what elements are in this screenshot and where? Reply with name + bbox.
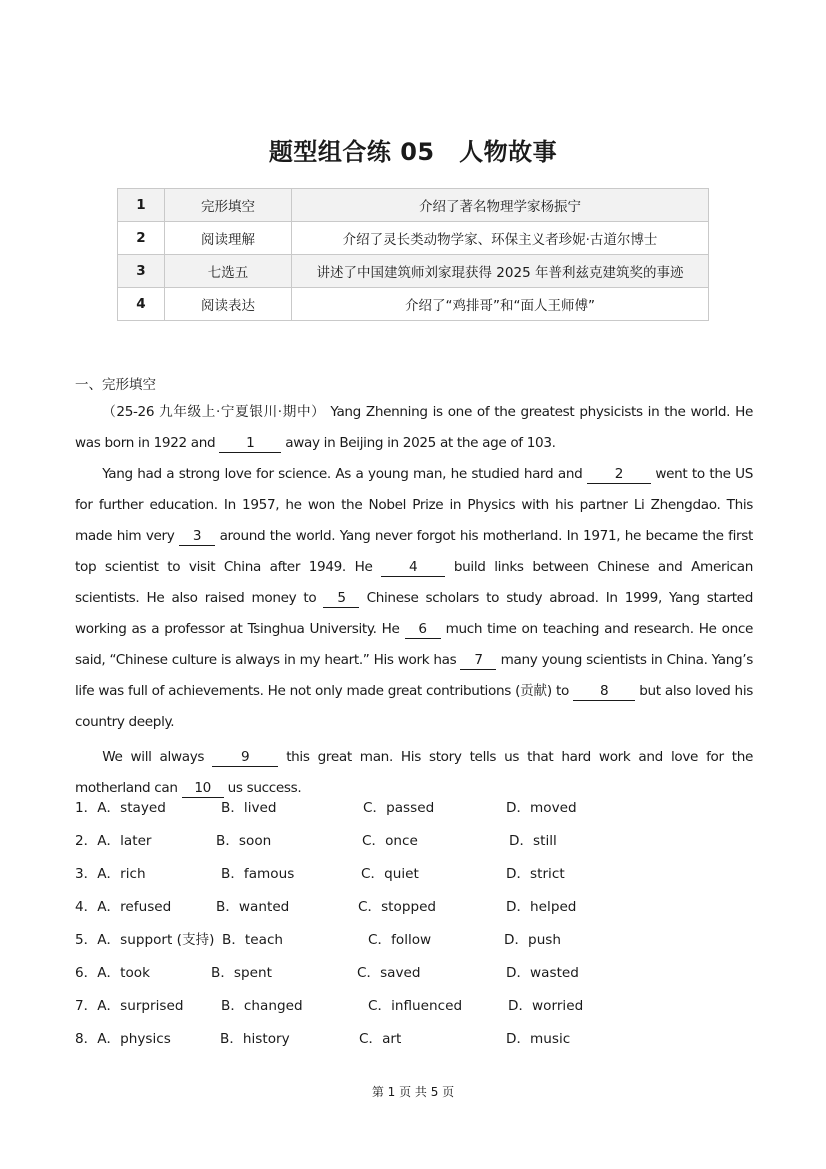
table-row (118, 288, 709, 321)
passage-text: build links between Chinese and American scientists. He also raised money to (75, 559, 753, 606)
passage-text: away in Beijing in 2025 at the age of 103. (285, 435, 556, 451)
table-cell-desc: 讲述了中国建筑师刘家琨获得 2025 年普利兹克建筑奖的事迹 (292, 255, 709, 288)
question-row (75, 829, 775, 862)
table-cell-type: 七选五 (165, 255, 292, 288)
option-a[interactable]: 2．A．later (75, 833, 152, 849)
option-c[interactable]: C．passed (363, 800, 435, 816)
option-d[interactable]: D．moved (506, 800, 577, 816)
option-d[interactable]: D．strict (506, 866, 565, 882)
option-b[interactable]: B．spent (211, 965, 272, 981)
passage-text: around the world. Yang never forgot his motherland. In 1971, he became the first top scientist to visit China after 1949. He (75, 528, 754, 575)
passage-text: this great man. His story tells us that hard work and love for the motherland can (75, 749, 753, 796)
options-list (75, 796, 775, 1060)
page-footer: 第 1 页 共 5 页 (371, 1085, 455, 1099)
option-b[interactable]: B．soon (216, 833, 272, 849)
option-b[interactable]: B．famous (221, 866, 295, 882)
passage-text: much time on teaching and research. He once said, “Chinese culture is always in my heart.” His work has (75, 621, 753, 668)
option-c[interactable]: C．follow (368, 932, 432, 948)
section-heading: 一、完形填空 (75, 377, 156, 393)
option-d[interactable]: D．helped (506, 899, 577, 915)
option-d[interactable]: D．worried (508, 998, 584, 1014)
option-d[interactable]: D．push (504, 932, 562, 948)
table-cell-type: 阅读理解 (165, 222, 292, 255)
table-cell-desc: 介绍了著名物理学家杨振宁 (292, 189, 709, 222)
passage-text: We will always (102, 749, 205, 765)
passage-text: us success. (227, 780, 302, 796)
passage-text: went to the US for further education. In 1957, he won the Nobel Prize in Physics with his partner Li Zhengdao. This made him very (75, 466, 753, 544)
option-b[interactable]: B．teach (222, 932, 284, 948)
option-a[interactable]: 8．A．physics (75, 1031, 171, 1047)
blank-6[interactable]: 6 (405, 620, 441, 639)
table-cell-type: 阅读表达 (165, 288, 292, 321)
table-row (118, 222, 709, 255)
table-cell-type: 完形填空 (165, 189, 292, 222)
passage-text: Yang Zhenning is one of the greatest physicists in the world. He was born in 1922 and (75, 404, 753, 451)
passage-paragraph (75, 459, 753, 738)
passage-paragraph (75, 742, 753, 804)
table-row (118, 255, 709, 288)
passage-text: Chinese scholars to study abroad. In 1999, Yang started working as a professor at Tsinghua University. He (75, 590, 753, 637)
passage-text: but also loved his country deeply. (75, 683, 753, 730)
summary-table (117, 188, 709, 321)
table-cell-num: 3 (118, 255, 165, 288)
source-label: （25-26 九年级上·宁夏银川·期中） (102, 404, 326, 420)
passage-text: many young scientists in China. Yang’s life was full of achievements. He not only made great contributions (75, 652, 753, 699)
table-cell-num: 2 (118, 222, 165, 255)
option-c[interactable]: C．saved (357, 965, 421, 981)
option-c[interactable]: C．once (362, 833, 418, 849)
option-d[interactable]: D．music (506, 1031, 571, 1047)
blank-4[interactable]: 4 (381, 558, 445, 577)
blank-7[interactable]: 7 (460, 651, 496, 670)
option-c[interactable]: C．influenced (368, 998, 463, 1014)
option-b[interactable]: B．wanted (216, 899, 290, 915)
blank-10[interactable]: 10 (182, 779, 224, 798)
table-cell-num: 4 (118, 288, 165, 321)
option-b[interactable]: B．lived (221, 800, 277, 816)
option-a[interactable]: 1．A．stayed (75, 800, 166, 816)
page-title: 题型组合练 05 人物故事 (268, 138, 558, 166)
blank-8[interactable]: 8 (573, 682, 635, 701)
question-row (75, 961, 775, 994)
blank-1[interactable]: 1 (219, 434, 281, 453)
option-a[interactable]: 7．A．surprised (75, 998, 184, 1014)
gloss-label: (贡献) (515, 683, 552, 699)
blank-5[interactable]: 5 (323, 589, 359, 608)
question-row (75, 862, 775, 895)
option-d[interactable]: D．still (509, 833, 557, 849)
option-c[interactable]: C．quiet (361, 866, 419, 882)
question-row (75, 895, 775, 928)
option-a[interactable]: 3．A．rich (75, 866, 146, 882)
blank-2[interactable]: 2 (587, 465, 651, 484)
table-cell-desc: 介绍了灵长类动物学家、环保主义者珍妮·古道尔博士 (292, 222, 709, 255)
option-d[interactable]: D．wasted (506, 965, 579, 981)
blank-3[interactable]: 3 (179, 527, 215, 546)
table-cell-desc: 介绍了“鸡排哥”和“面人王师傅” (292, 288, 709, 321)
option-a[interactable]: 5．A．support (支持) (75, 932, 215, 948)
table-row (118, 189, 709, 222)
option-a[interactable]: 6．A．took (75, 965, 150, 981)
option-b[interactable]: B．history (220, 1031, 290, 1047)
question-row (75, 796, 775, 829)
option-c[interactable]: C．art (359, 1031, 402, 1047)
passage-text: to (556, 683, 569, 699)
option-c[interactable]: C．stopped (358, 899, 437, 915)
question-row (75, 1027, 775, 1060)
question-row (75, 928, 775, 961)
cloze-passage (75, 397, 753, 804)
blank-9[interactable]: 9 (212, 748, 278, 767)
table-cell-num: 1 (118, 189, 165, 222)
option-a[interactable]: 4．A．refused (75, 899, 172, 915)
passage-text: Yang had a strong love for science. As a young man, he studied hard and (102, 466, 583, 482)
passage-paragraph (75, 397, 753, 459)
question-row (75, 994, 775, 1027)
option-b[interactable]: B．changed (221, 998, 303, 1014)
